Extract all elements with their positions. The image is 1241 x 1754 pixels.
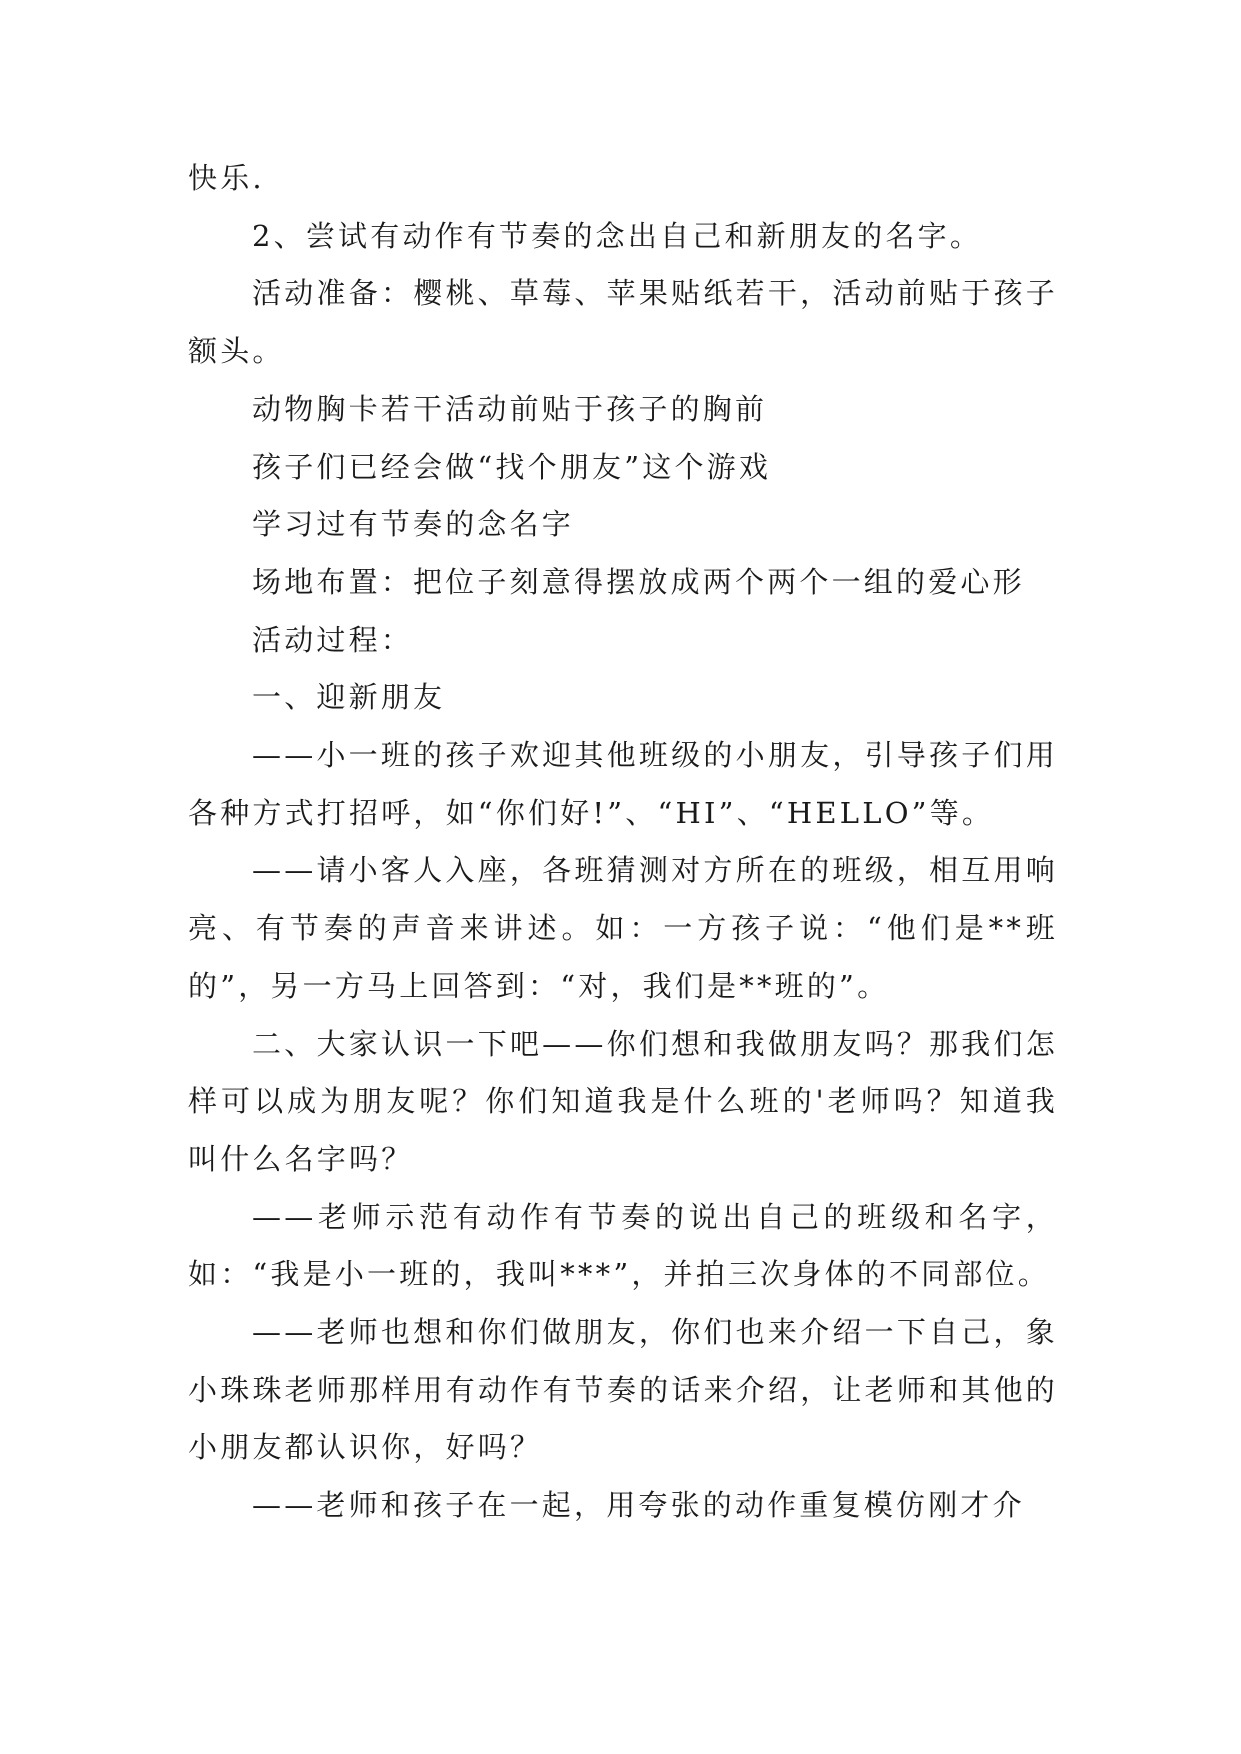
paragraph-game-known: 孩子们已经会做“找个朋友”这个游戏 — [252, 449, 772, 484]
paragraph-section-1-heading: 一、迎新朋友 — [252, 680, 446, 715]
paragraph-welcome: ——小一班的孩子欢迎其他班级的小朋友，引导孩子们用各种方式打招呼，如“你们好!”、“HI”、“HELLO”等。 — [188, 738, 1058, 830]
paragraph-seating: ——请小客人入座，各班猜测对方所在的班级，相互用响亮、有节奏的声音来讲述。如：一方孩子说：“他们是**班的”，另一方马上回答到：“对，我们是**班的”。 — [188, 853, 1058, 1003]
paragraph-teacher-demo: ——老师示范有动作有节奏的说出自己的班级和名字，如：“我是小一班的，我叫***”，并拍三次身体的不同部位。 — [188, 1199, 1058, 1292]
paragraph-continuation: 快乐. — [188, 161, 265, 195]
paragraph-venue-setup: 场地布置：把位子刻意得摆放成两个两个一组的爱心形 — [252, 564, 1025, 599]
paragraph-preparation: 活动准备：樱桃、草莓、苹果贴纸若干，活动前贴于孩子额头。 — [188, 276, 1058, 369]
paragraph-goal-2: 2、尝试有动作有节奏的念出自己和新朋友的名字。 — [252, 218, 983, 253]
paragraph-section-2: 二、大家认识一下吧——你们想和我做朋友吗？那我们怎样可以成为朋友呢？你们知道我是什么班的'老师吗？知道我叫什么名字吗？ — [188, 1026, 1058, 1176]
paragraph-animal-cards: 动物胸卡若干活动前贴于孩子的胸前 — [252, 391, 768, 426]
paragraph-name-rhythm: 学习过有节奏的念名字 — [252, 507, 575, 542]
paragraph-process-heading: 活动过程： — [252, 622, 414, 657]
paragraph-imitation: ——老师和孩子在一起，用夸张的动作重复模仿刚才介 — [252, 1488, 1025, 1523]
paragraph-self-intro: ——老师也想和你们做朋友，你们也来介绍一下自己，象小珠珠老师那样用有动作有节奏的话来介绍，让老师和其他的小朋友都认识你，好吗？ — [188, 1315, 1058, 1465]
document-page — [188, 150, 1058, 1535]
